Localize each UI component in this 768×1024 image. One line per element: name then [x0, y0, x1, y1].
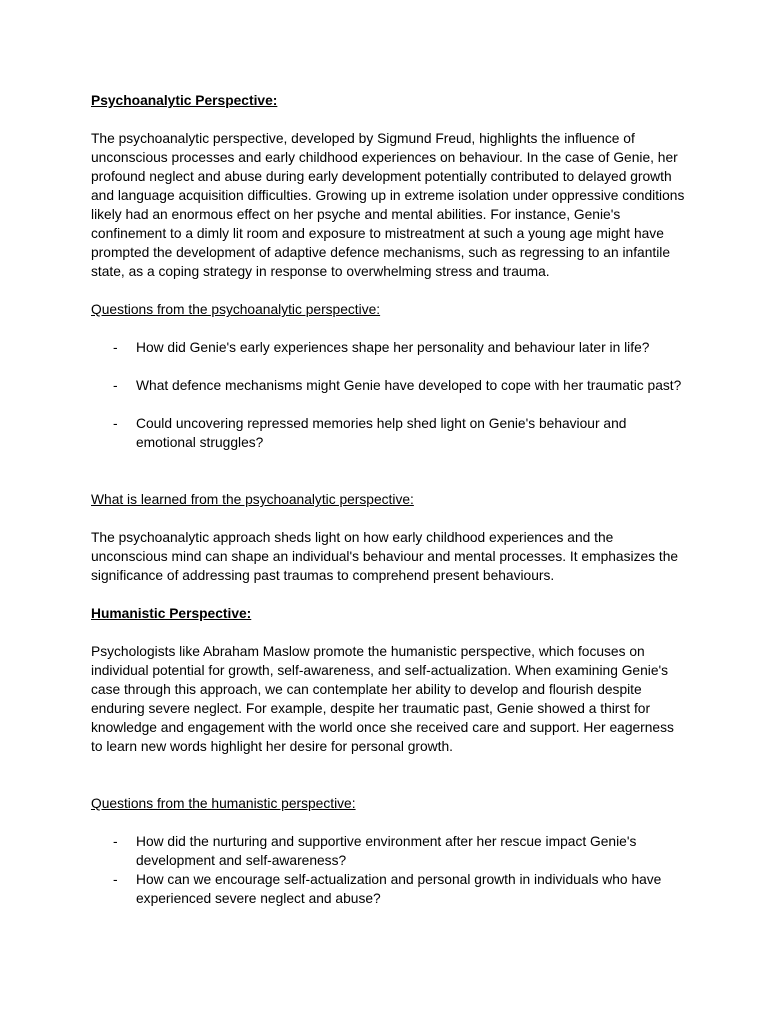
question-text: How did Genie's early experiences shape her personality and behaviour later in life?	[136, 340, 650, 355]
bullet-dash: -	[113, 834, 118, 849]
humanistic-heading: Humanistic Perspective:	[91, 606, 252, 621]
question-text: What defence mechanisms might Genie have developed to cope with her traumatic past?	[136, 378, 682, 393]
list-item	[91, 338, 686, 357]
psychoanalytic-learned-heading: What is learned from the psychoanalytic perspective:	[91, 492, 414, 507]
list-item	[91, 832, 686, 870]
bullet-dash: -	[113, 872, 118, 887]
psychoanalytic-questions-list	[91, 338, 686, 452]
psychoanalytic-paragraph: The psychoanalytic perspective, developed by Sigmund Freud, highlights the influence of unconscious processes and early childhood experiences on behaviour. In the case of Genie, her profound neglect and abuse during early development potentially contributed to delayed growth and language acquisition difficulties. Growing up in extreme isolation under oppressive conditions likely had an enormous effect on her psyche and mental abilities. For instance, Genie's confinement to a dimly lit room and exposure to mistreatment at such a young age might have prompted the development of adaptive defence mechanisms, such as regressing to an infantile state, as a coping strategy in response to overwhelming stress and trauma.	[91, 131, 685, 279]
humanistic-questions-heading: Questions from the humanistic perspective:	[91, 796, 356, 811]
psychoanalytic-heading: Psychoanalytic Perspective:	[91, 93, 278, 108]
question-text: Could uncovering repressed memories help shed light on Genie's behaviour and emotional struggles?	[136, 416, 627, 450]
list-item	[91, 870, 686, 908]
psychoanalytic-learned-paragraph: The psychoanalytic approach sheds light on how early childhood experiences and the unconscious mind can shape an individual's behaviour and mental processes. It emphasizes the significance of addressing past traumas to comprehend present behaviours.	[91, 530, 679, 583]
humanistic-paragraph: Psychologists like Abraham Maslow promote the humanistic perspective, which focuses on individual potential for growth, self-awareness, and self-actualization. When examining Genie's case through this approach, we can contemplate her ability to develop and flourish despite enduring severe neglect. For example, despite her traumatic past, Genie showed a thirst for knowledge and engagement with the world once she received care and support. Her eagerness to learn new words highlight her desire for personal growth.	[91, 644, 674, 754]
bullet-dash: -	[113, 340, 118, 355]
bullet-dash: -	[113, 378, 118, 393]
list-item	[91, 414, 686, 452]
humanistic-questions-list	[91, 832, 686, 908]
bullet-dash: -	[113, 416, 118, 431]
list-item	[91, 376, 686, 395]
question-text: How did the nurturing and supportive environment after her rescue impact Genie's development and self-awareness?	[136, 834, 637, 868]
question-text: How can we encourage self-actualization and personal growth in individuals who have experienced severe neglect and abuse?	[136, 872, 662, 906]
psychoanalytic-questions-heading: Questions from the psychoanalytic perspective:	[91, 302, 381, 317]
